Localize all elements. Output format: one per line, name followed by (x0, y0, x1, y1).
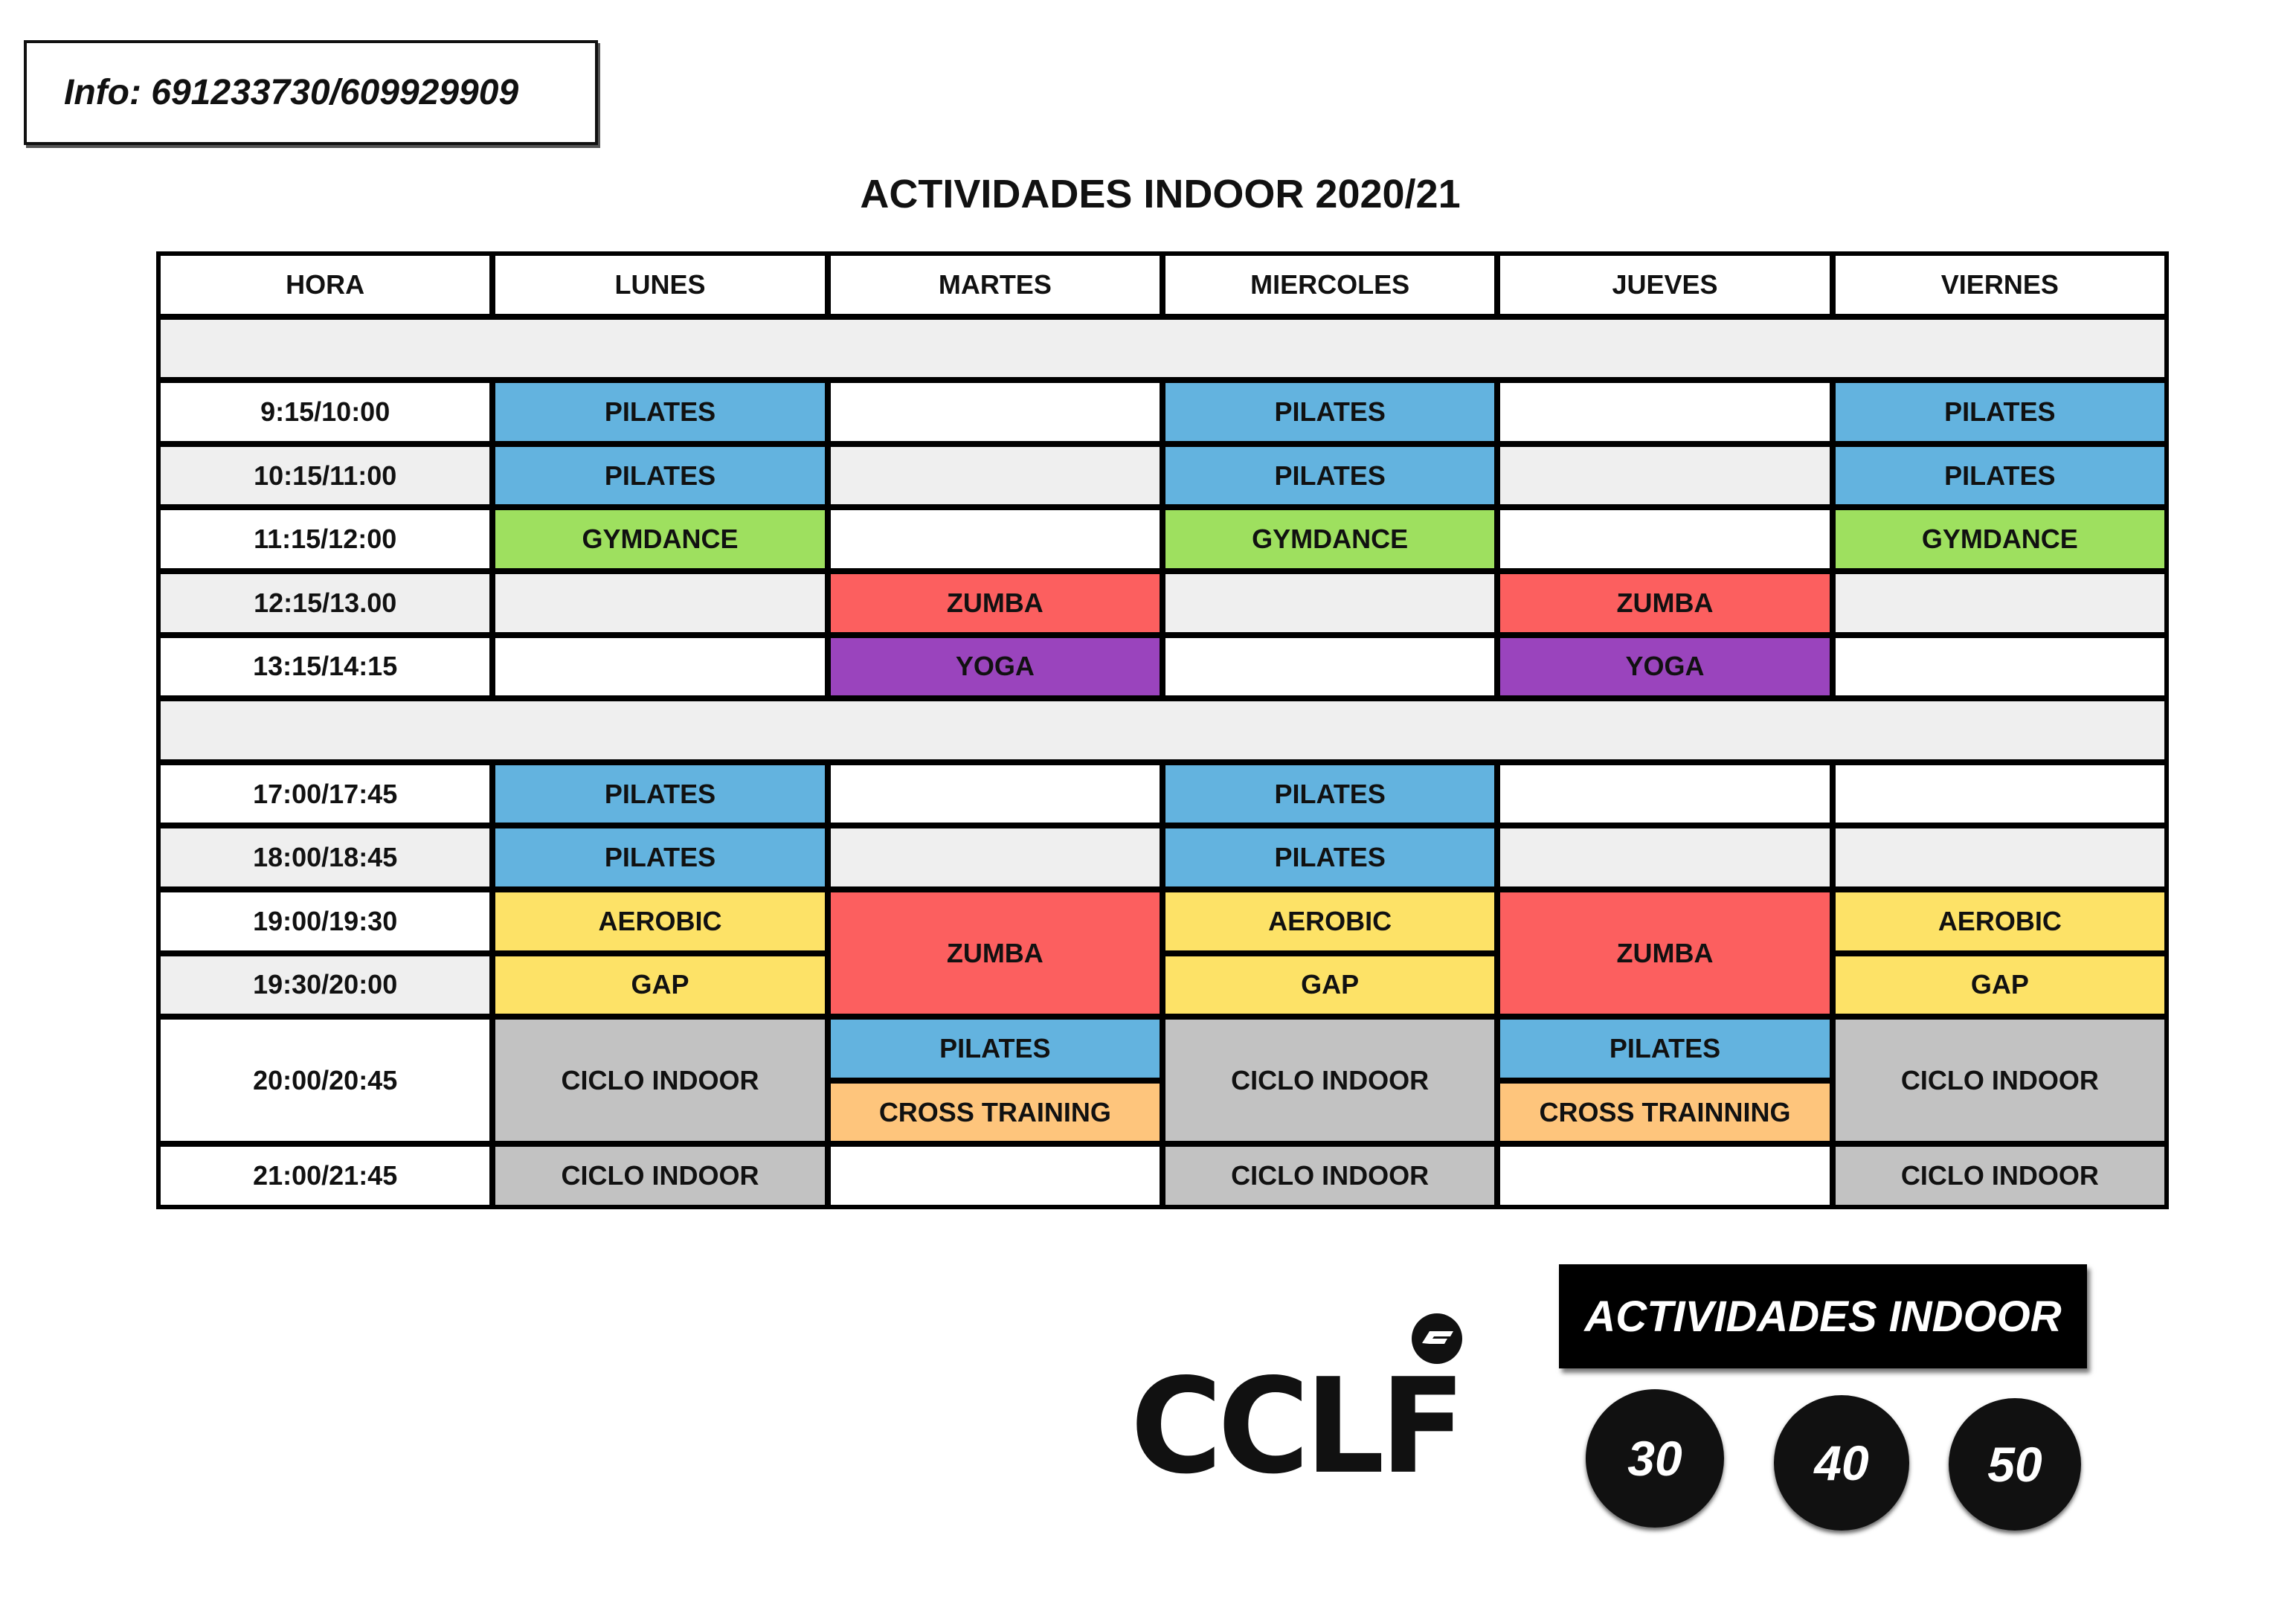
class-cell: CROSS TRAINNING (1500, 1084, 1829, 1142)
time-cell: 9:15/10:00 (161, 383, 489, 441)
cclf-logo (1131, 1309, 1488, 1503)
empty-cell (1836, 828, 2164, 886)
class-cell: CICLO INDOOR (495, 1020, 824, 1141)
empty-cell (495, 574, 824, 632)
class-cell: YOGA (831, 638, 1160, 696)
time-cell: 19:30/20:00 (161, 956, 489, 1014)
empty-cell (1165, 574, 1494, 632)
empty-cell (831, 383, 1160, 441)
class-cell: AEROBIC (495, 892, 824, 950)
page-title: ACTIVIDADES INDOOR 2020/21 (860, 172, 1461, 216)
header-viernes: VIERNES (1836, 256, 2164, 314)
time-cell: 12:15/13.00 (161, 574, 489, 632)
empty-cell (1500, 510, 1829, 568)
empty-cell (1500, 765, 1829, 823)
class-cell: YOGA (1500, 638, 1829, 696)
empty-cell (1500, 1147, 1829, 1205)
time-cell: 11:15/12:00 (161, 510, 489, 568)
empty-cell (831, 447, 1160, 505)
logo-text: CCLF (1131, 1350, 1461, 1503)
class-cell: PILATES (1500, 1020, 1829, 1078)
class-cell: PILATES (1165, 447, 1494, 505)
empty-cell (1500, 447, 1829, 505)
time-cell: 19:00/19:30 (161, 892, 489, 950)
empty-cell (1836, 638, 2164, 696)
info-box (24, 40, 598, 145)
separator-row (161, 320, 2164, 378)
class-cell: CICLO INDOOR (1165, 1147, 1494, 1205)
class-cell: CROSS TRAINING (831, 1084, 1160, 1142)
class-cell: GYMDANCE (495, 510, 824, 568)
empty-cell (1836, 765, 2164, 823)
empty-cell (1500, 383, 1829, 441)
time-cell: 10:15/11:00 (161, 447, 489, 505)
class-cell: ZUMBA (1500, 892, 1829, 1014)
class-cell: ZUMBA (831, 574, 1160, 632)
circle-30: 30 (1586, 1389, 1724, 1528)
header-hora: HORA (161, 256, 489, 314)
info-text: Info: 691233730/609929909 (64, 73, 519, 112)
class-cell: ZUMBA (831, 892, 1160, 1014)
activities-badge: ACTIVIDADES INDOOR (1559, 1264, 2087, 1368)
class-cell: CICLO INDOOR (1165, 1020, 1494, 1141)
class-cell: PILATES (1165, 765, 1494, 823)
class-cell: PILATES (495, 828, 824, 886)
header-lunes: LUNES (495, 256, 824, 314)
class-cell: PILATES (495, 447, 824, 505)
class-cell: PILATES (1836, 383, 2164, 441)
class-cell: GYMDANCE (1165, 510, 1494, 568)
time-cell: 13:15/14:15 (161, 638, 489, 696)
class-cell: PILATES (495, 383, 824, 441)
empty-cell (1500, 828, 1829, 886)
empty-cell (831, 510, 1160, 568)
empty-cell (831, 765, 1160, 823)
class-cell: ZUMBA (1500, 574, 1829, 632)
empty-cell (831, 1147, 1160, 1205)
time-cell: 17:00/17:45 (161, 765, 489, 823)
circle-50: 50 (1949, 1398, 2081, 1531)
header-jueves: JUEVES (1500, 256, 1829, 314)
time-cell: 18:00/18:45 (161, 828, 489, 886)
class-cell: PILATES (831, 1020, 1160, 1078)
class-cell: PILATES (1836, 447, 2164, 505)
class-cell: CICLO INDOOR (495, 1147, 824, 1205)
class-cell: AEROBIC (1165, 892, 1494, 950)
empty-cell (495, 638, 824, 696)
separator-row (161, 701, 2164, 759)
class-cell: GAP (1836, 956, 2164, 1014)
class-cell: GAP (495, 956, 824, 1014)
class-cell: AEROBIC (1836, 892, 2164, 950)
empty-cell (1836, 574, 2164, 632)
circle-40: 40 (1774, 1395, 1909, 1531)
time-cell: 20:00/20:45 (161, 1020, 489, 1141)
empty-cell (1165, 638, 1494, 696)
class-cell: CICLO INDOOR (1836, 1147, 2164, 1205)
class-cell: CICLO INDOOR (1836, 1020, 2164, 1141)
class-cell: GYMDANCE (1836, 510, 2164, 568)
header-martes: MARTES (831, 256, 1160, 314)
class-cell: PILATES (1165, 383, 1494, 441)
empty-cell (831, 828, 1160, 886)
schedule-table (156, 251, 2169, 1209)
time-cell: 21:00/21:45 (161, 1147, 489, 1205)
class-cell: PILATES (1165, 828, 1494, 886)
class-cell: PILATES (495, 765, 824, 823)
class-cell: GAP (1165, 956, 1494, 1014)
header-miercoles: MIERCOLES (1165, 256, 1494, 314)
